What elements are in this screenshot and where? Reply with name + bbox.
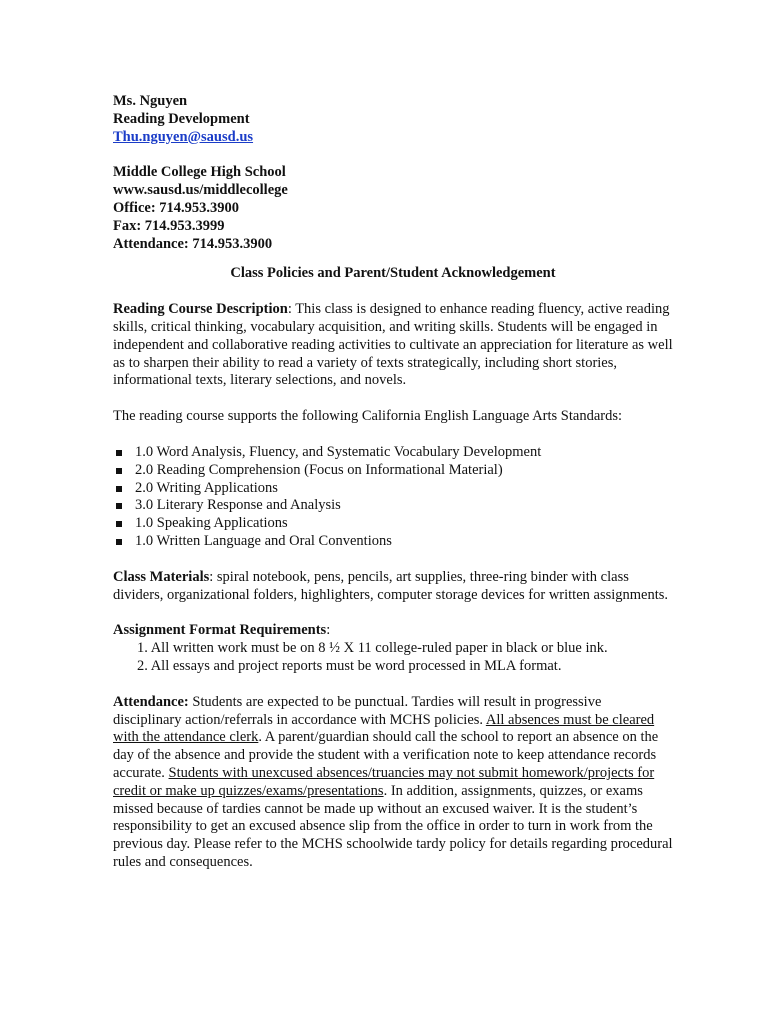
- fax-number: Fax: 714.953.3999: [113, 217, 225, 234]
- description-text: : This class is designed to enhance reading fluency, active reading skills, critical thinking, vocabulary acquisition, and writing skills. Students will be engaged in independent and collaborative reading activities to cultivate an appreciation for literature as well as to sharpen their ability to read a variety of texts strategically, including short stories, informational texts, literary selections, and novels.: [113, 301, 673, 389]
- class-materials: [113, 569, 673, 605]
- list-item: 2. All essays and project reports must be word processed in MLA format.: [137, 657, 562, 674]
- square-bullet-icon: [116, 450, 122, 456]
- list-item: 1.0 Written Language and Oral Conventions: [113, 533, 673, 551]
- list-item: 2.0 Writing Applications: [113, 480, 673, 498]
- list-item: 1.0 Word Analysis, Fluency, and Systematic Vocabulary Development: [113, 444, 673, 462]
- header-block: [113, 93, 673, 253]
- materials-text: : spiral notebook, pens, pencils, art supplies, three-ring binder with class dividers, organizational folders, highlighters, computer storage devices for written assignments.: [113, 568, 669, 603]
- truancy-note: Students with unexcused absences/truancies may not submit homework/projects for credit or make up quizzes/exams/presentations: [113, 764, 655, 799]
- email-link[interactable]: Thu.nguyen@sausd.us: [113, 128, 254, 145]
- school-name: Middle College High School: [113, 164, 286, 181]
- square-bullet-icon: [116, 486, 122, 492]
- assignment-format: Assignment Format Requirements:: [113, 622, 331, 639]
- course-description: [113, 301, 673, 390]
- assignment-requirements: [113, 640, 673, 676]
- assignment-heading: Assignment Format Requirements: [113, 622, 327, 639]
- attendance-policy: Attendance: Students are expected to be punctual. Tardies will result in progressive disciplinary action/referrals in accordance with MCHS policies. All absences must be cleared with the attendance clerk. A parent/guardian should call the school to report an absence on the day of the absence and provide the student with a verification note to keep attendance records accurate. Students with unexcused absences/truancies may not submit homework/projects for credit or make up quizzes/exams/presentations. In addition, assignments, quizzes, or exams missed because of tardies cannot be made up without an excused waiver. It is the student’s responsibility to get an excused absence slip from the office in order to turn in work from the previous day. Please refer to the MCHS schoolwide tardy policy for details regarding procedural rules and consequences.: [113, 693, 673, 870]
- document-content: [113, 93, 673, 872]
- list-item: 2.0 Reading Comprehension (Focus on Informational Material): [113, 462, 673, 480]
- teacher-name: Ms. Nguyen: [113, 93, 188, 109]
- square-bullet-icon: [116, 539, 122, 545]
- absence-clearance-note: All absences must be cleared with the attendance clerk: [113, 711, 655, 746]
- square-bullet-icon: [116, 468, 122, 474]
- standards-intro: The reading course supports the following California English Language Arts Standards:: [113, 408, 623, 425]
- spacer: [113, 551, 673, 569]
- square-bullet-icon: [116, 521, 122, 527]
- attendance-heading: Attendance:: [113, 693, 189, 710]
- materials-heading: Class Materials: [113, 568, 210, 585]
- office-phone: Office: 714.953.3900: [113, 199, 240, 216]
- standards-list: [113, 444, 673, 551]
- list-item: 1.0 Speaking Applications: [113, 515, 673, 533]
- page-title: Class Policies and Parent/Student Acknowledgement: [230, 265, 556, 282]
- school-website: www.sausd.us/middlecollege: [113, 182, 288, 199]
- description-heading: Reading Course Description: [113, 301, 288, 318]
- list-item: 3.0 Literary Response and Analysis: [113, 497, 673, 515]
- attendance-phone: Attendance: 714.953.3900: [113, 235, 273, 252]
- square-bullet-icon: [116, 503, 122, 509]
- course-name: Reading Development: [113, 110, 250, 127]
- list-item: 1. All written work must be on 8 ½ X 11 college-ruled paper in black or blue ink.: [137, 640, 608, 657]
- spacer: [113, 676, 673, 694]
- spacer: [113, 604, 673, 622]
- spacer: [113, 390, 673, 408]
- spacer: [113, 146, 673, 164]
- spacer: [113, 426, 673, 444]
